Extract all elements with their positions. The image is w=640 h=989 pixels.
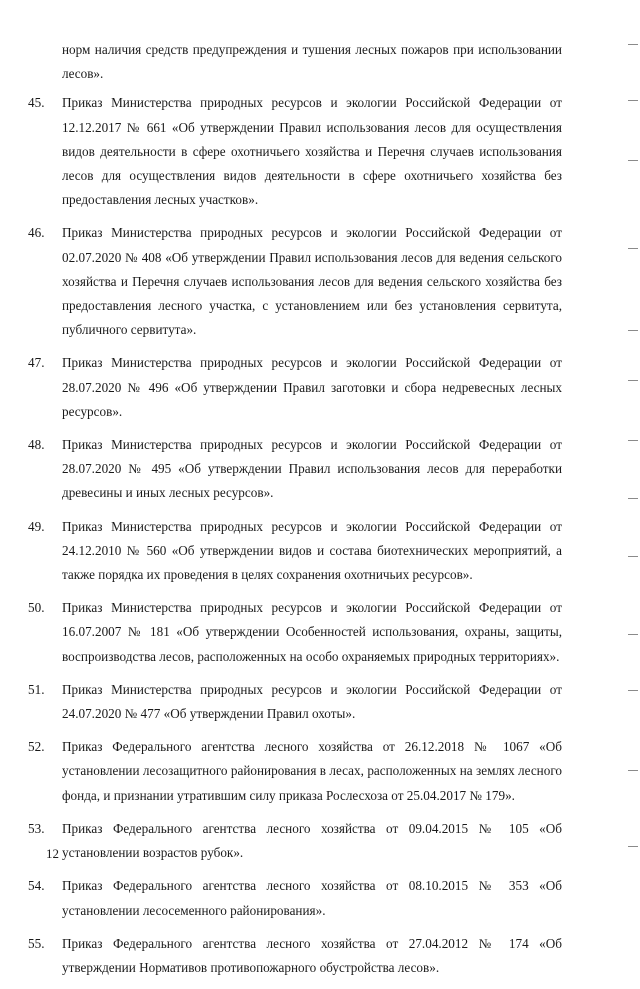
list-item-number: 45. [28, 95, 45, 111]
list-item [28, 91, 562, 212]
list-item-text: Приказ Министерства природных ресурсов и экологии Российской Федерации от 16.07.2007 № 181 «Об утверждении Особенностей использования, охраны, защиты, воспроизводства лесов, расположенных на особо охраняемых природных территориях». [62, 600, 562, 664]
list-item-text: Приказ Министерства природных ресурсов и экологии Российской Федерации от 28.07.2020 № 496 «Об утверждении Правил заготовки и сбора недревесных лесных ресурсов». [62, 355, 562, 419]
scan-edge-mark [628, 380, 638, 381]
list-item-number: 49. [28, 518, 45, 534]
list-item [28, 433, 562, 506]
list-item-number: 51. [28, 681, 45, 697]
list-item-number: 48. [28, 437, 45, 453]
list-item-text: Приказ Федерального агентства лесного хозяйства от 08.10.2015 № 353 «Об установлении лесосеменного районирования». [62, 878, 562, 918]
scan-edge-mark [628, 690, 638, 691]
list-item-number: 52. [28, 739, 45, 755]
scan-edge-mark [628, 846, 638, 847]
list-item [28, 817, 562, 865]
scan-edge-mark [628, 160, 638, 161]
list-item-number: 54. [28, 878, 45, 894]
list-item [28, 932, 562, 980]
list-item [28, 221, 562, 342]
list-item-text: Приказ Министерства природных ресурсов и экологии Российской Федерации от 02.07.2020 № 408 «Об утверждении Правил использования лесов для ведения сельского хозяйства и Перечня случаев использования лесов для ведения сельского хозяйства без предоставления лесного участка, с установлением или без установления сервитута, публичного сервитута». [62, 225, 562, 338]
list-item-number: 50. [28, 600, 45, 616]
list-item [28, 678, 562, 726]
scan-edge-mark [628, 440, 638, 441]
scan-edge-mark [628, 44, 638, 45]
list-item-number: 53. [28, 820, 45, 836]
list-item-text: Приказ Министерства природных ресурсов и экологии Российской Федерации от 28.07.2020 № 495 «Об утверждении Правил использования лесов для переработки древесины и иных лесных ресурсов». [62, 437, 562, 501]
list-item [28, 351, 562, 424]
list-item-text: Приказ Федерального агентства лесного хозяйства от 09.04.2015 № 105 «Об установлении возрастов рубок». [62, 820, 562, 861]
list-item-text: Приказ Федерального агентства лесного хозяйства от 26.12.2018 № 1067 «Об установлении лесозащитного районирования в лесах, расположенных на землях лесного фонда, и признании утратившим силу приказа Рослесхоза от 25.04.2017 № 179». [62, 739, 562, 803]
list-item [28, 735, 562, 808]
scan-edge-mark [628, 248, 638, 249]
list-item [28, 515, 562, 588]
scan-edge-mark [628, 100, 638, 101]
list-item-number: 55. [28, 935, 45, 951]
scan-edge-mark [628, 330, 638, 331]
list-item [28, 596, 562, 669]
list-item [28, 874, 562, 922]
scan-edge-mark [628, 498, 638, 499]
scan-edge-mark [628, 770, 638, 771]
list-item-number: 47. [28, 355, 45, 371]
scan-edge-mark [628, 556, 638, 557]
page-number: 12 [46, 846, 59, 861]
list-item-text: Приказ Министерства природных ресурсов и экологии Российской Федерации от 12.12.2017 № 661 «Об утверждении Правил использования лесов для осуществления видов деятельности в сфере охотничьего хозяйства и Перечня случаев использования лесов для осуществления видов деятельности в сфере охотничьего хозяйства без предоставления лесных участков». [62, 95, 562, 208]
document-body [28, 38, 562, 989]
list-item-number: 46. [28, 225, 45, 241]
list-item-text: Приказ Федерального агентства лесного хозяйства от 27.04.2012 № 174 «Об утверждении Нормативов противопожарного обустройства лесов». [62, 935, 562, 975]
list-item-text: Приказ Министерства природных ресурсов и экологии Российской Федерации от 24.12.2010 № 560 «Об утверждении видов и состава биотехнических мероприятий, а также порядка их проведения в целях сохранения охотничьих ресурсов». [62, 518, 562, 583]
continuation-paragraph: норм наличия средств предупреждения и тушения лесных пожаров при использовании лесов». [62, 42, 562, 82]
list-item-text: Приказ Министерства природных ресурсов и экологии Российской Федерации от 24.07.2020 № 477 «Об утверждении Правил охоты». [62, 681, 562, 722]
scan-edge-mark [628, 634, 638, 635]
